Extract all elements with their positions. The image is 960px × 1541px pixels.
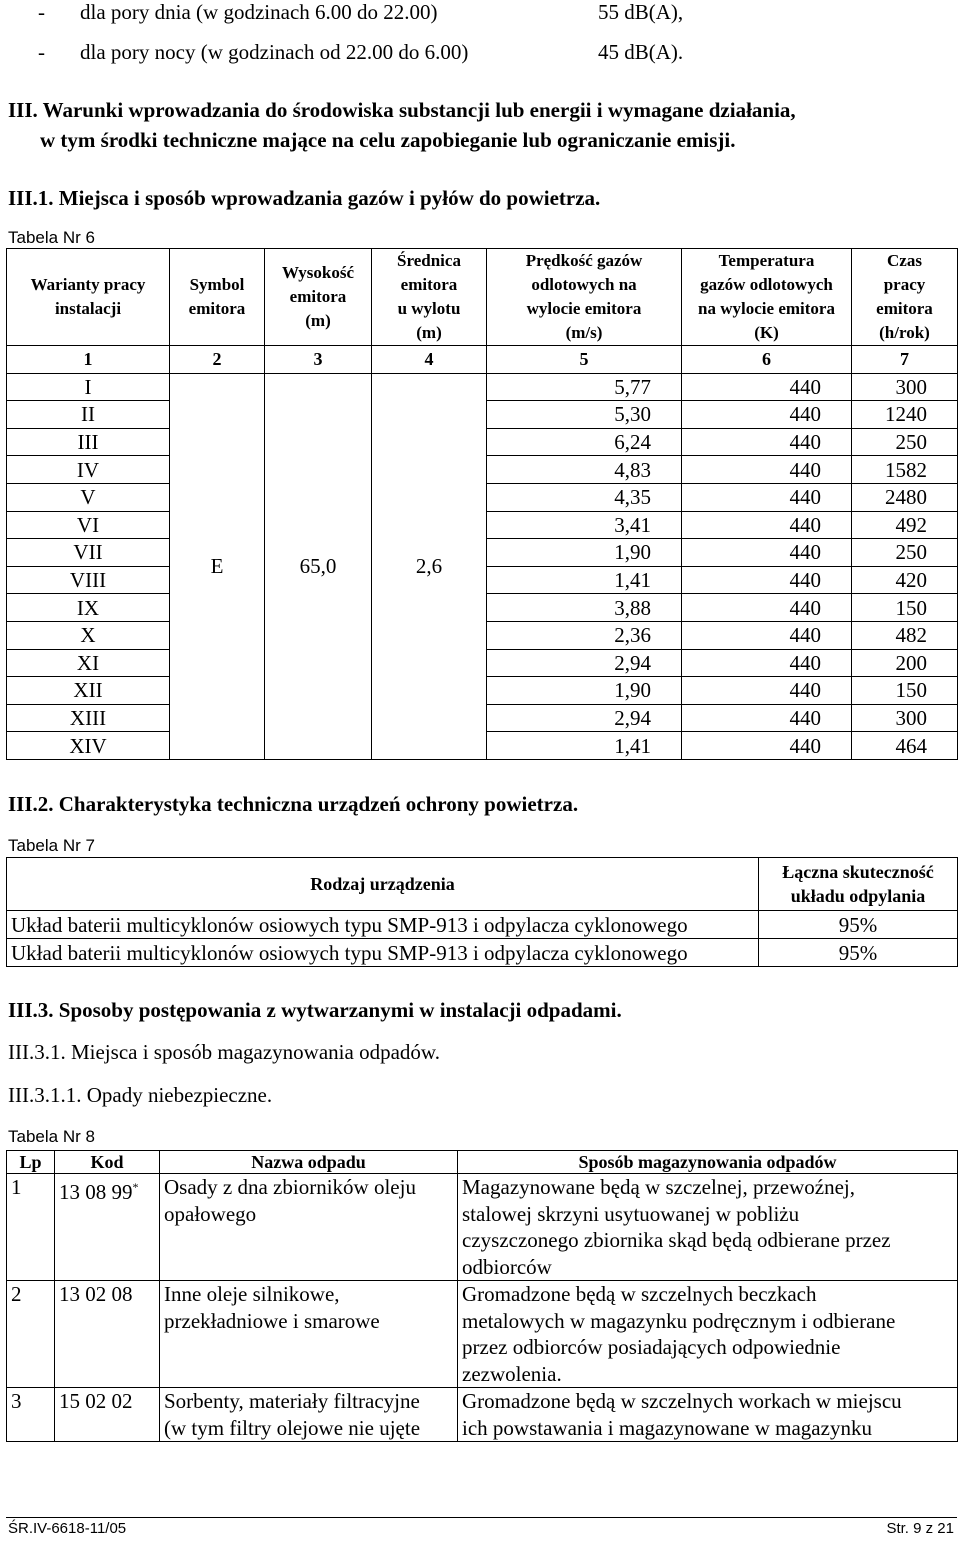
header-diameter: Średnica emitora u wylotu (m) — [372, 249, 487, 346]
table7-caption: Tabela Nr 7 — [8, 836, 95, 855]
asterisk-mark: * — [132, 1180, 139, 1194]
table-row: VI 3,41 440 492 — [7, 511, 958, 539]
table-row: 2 13 02 08 Inne oleje silnikowe, przekładniowe i smarowe Gromadzone będą w szczelnych beczkach metalowych w magazynku podręcznym i odbierane przez odbiorców posiadających odpowiednie zezwolenia. — [7, 1281, 958, 1388]
table-row: 3 15 02 02 Sorbenty, materiały filtracyjne (w tym filtry olejowe nie ujęte Gromadzone będą w szczelnych workach w miejscu ich powstawania i magazynowane w magazynku — [7, 1388, 958, 1442]
table-row: II 5,30 440 1240 — [7, 401, 958, 429]
table-row: XI 2,94 440 200 — [7, 649, 958, 677]
noise-limit-night-value: 45 dB(A). — [598, 40, 684, 64]
header-work-time: Czas pracy emitora (h/rok) — [852, 249, 958, 346]
table-row: I E 65,0 2,6 5,77 440 300 — [7, 373, 958, 401]
header-height: Wysokość emitora (m) — [265, 249, 372, 346]
table-row: IX 3,88 440 150 — [7, 594, 958, 622]
header-variant: Warianty pracy instalacji — [7, 249, 170, 346]
section-3-3-1-1-heading: III.3.1.1. Opady niebezpieczne. — [8, 1083, 273, 1107]
table-row: Układ baterii multicyklonów osiowych typu SMP-913 i odpylacza cyklonowego 95% — [7, 939, 958, 967]
footer-rule — [6, 1517, 957, 1518]
header-storage: Sposób magazynowania odpadów — [458, 1151, 958, 1174]
header-device-type: Rodzaj urządzenia — [7, 858, 759, 911]
header-symbol: Symbol emitora — [170, 249, 265, 346]
section-3-2-heading: III.2. Charakterystyka techniczna urządzeń ochrony powietrza. — [8, 792, 579, 816]
table-row: XII 1,90 440 150 — [7, 677, 958, 705]
header-temperature: Temperatura gazów odlotowych na wylocie emitora (K) — [682, 249, 852, 346]
section-3-heading-line1: III. Warunki wprowadzania do środowiska substancji lub energii i wymagane działania, — [8, 98, 796, 122]
table-row: XIV 1,41 440 464 — [7, 732, 958, 760]
table-row: IV 4,83 440 1582 — [7, 456, 958, 484]
footer-page-number: Str. 9 z 21 — [886, 1520, 954, 1537]
noise-limit-day-label: dla pory dnia (w godzinach 6.00 do 22.00) — [80, 0, 438, 24]
header-lp: Lp — [7, 1151, 55, 1174]
table-row: X 2,36 440 482 — [7, 621, 958, 649]
noise-limit-night-label: dla pory nocy (w godzinach od 22.00 do 6.00) — [80, 40, 469, 64]
footer-document-id: ŚR.IV-6618-11/05 — [8, 1520, 127, 1537]
table-row: Układ baterii multicyklonów osiowych typu SMP-913 i odpylacza cyklonowego 95% — [7, 911, 958, 939]
table-row: V 4,35 440 2480 — [7, 483, 958, 511]
emission-table — [6, 248, 958, 760]
table7-header-row — [7, 858, 958, 911]
table8-caption: Tabela Nr 8 — [8, 1127, 95, 1146]
table6-header-row — [7, 249, 958, 346]
emitter-symbol: E — [170, 373, 265, 759]
header-speed: Prędkość gazów odlotowych na wylocie emitora (m/s) — [487, 249, 682, 346]
header-waste-name: Nazwa odpadu — [160, 1151, 458, 1174]
table-row: 1 13 08 99* Osady z dna zbiorników oleju opałowego Magazynowane będą w szczelnej, przewoźnej, stalowej skrzyni usytuowanej w pobliżu czyszczonego zbiornika skąd będą odbierane przez odbiorców — [7, 1174, 958, 1281]
table-row: III 6,24 440 250 — [7, 428, 958, 456]
section-3-3-1-heading: III.3.1. Miejsca i sposób magazynowania odpadów. — [8, 1040, 440, 1064]
noise-limit-night: - — [38, 40, 45, 64]
table-row: VII 1,90 440 250 — [7, 539, 958, 567]
emitter-height: 65,0 — [265, 373, 372, 759]
table-row: VIII 1,41 440 420 — [7, 566, 958, 594]
noise-limit-day: - — [38, 0, 45, 24]
table-row: XIII 2,94 440 300 — [7, 704, 958, 732]
air-protection-table — [6, 857, 958, 967]
header-code: Kod — [55, 1151, 160, 1174]
waste-table — [6, 1150, 958, 1442]
section-3-3-heading: III.3. Sposoby postępowania z wytwarzanymi w instalacji odpadami. — [8, 998, 622, 1022]
table6-caption: Tabela Nr 6 — [8, 228, 95, 247]
header-efficiency: Łączna skuteczność układu odpylania — [759, 858, 958, 911]
table6-column-numbers: 1 2 3 4 5 6 7 — [7, 346, 958, 374]
emitter-diameter: 2,6 — [372, 373, 487, 759]
noise-limit-day-value: 55 dB(A), — [598, 0, 684, 24]
section-3-heading-line2: w tym środki techniczne mające na celu zapobieganie lub ograniczanie emisji. — [40, 128, 736, 152]
section-3-1-heading: III.1. Miejsca i sposób wprowadzania gazów i pyłów do powietrza. — [8, 186, 601, 210]
table8-header-row — [7, 1151, 958, 1174]
